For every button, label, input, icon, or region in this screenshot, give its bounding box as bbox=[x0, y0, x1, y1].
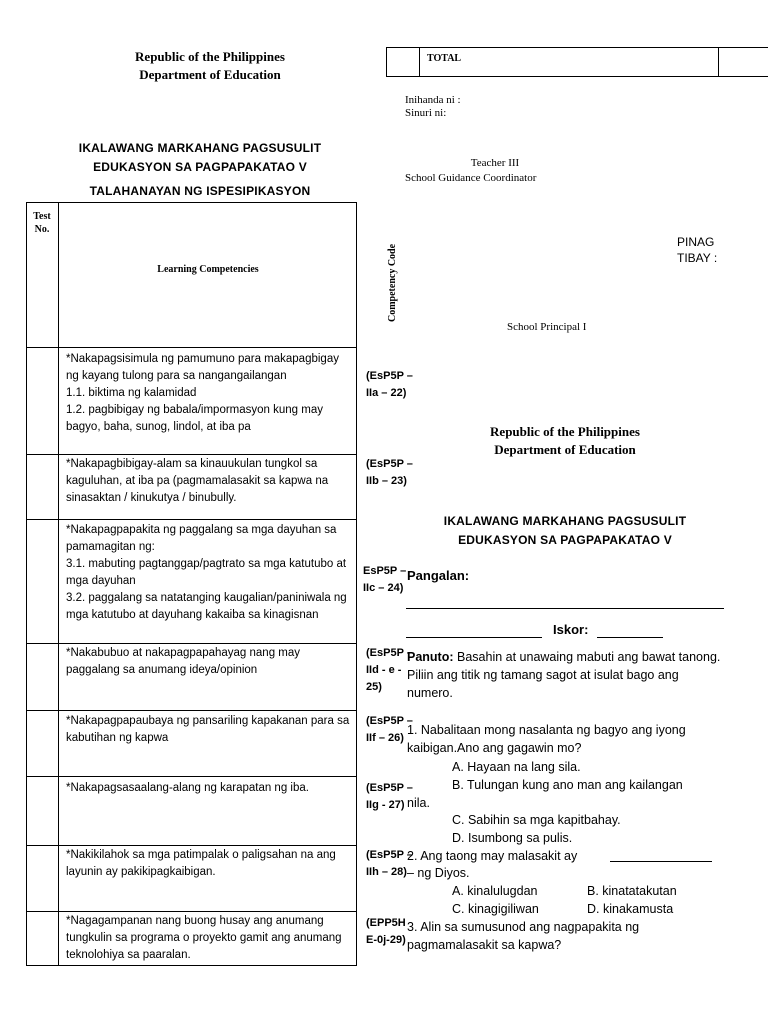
pangalan-label: Pangalan: bbox=[407, 568, 470, 583]
coordinator-title: School Guidance Coordinator bbox=[405, 172, 537, 184]
republic-heading-right bbox=[445, 423, 685, 459]
exam-title-right bbox=[400, 512, 730, 550]
competency-row-8: *Nagagampanan nang buong husay ang anumang tungkulin sa programa o proyekto gamit ang anumang teknolohiya sa paaralan. bbox=[66, 915, 342, 961]
competency-code-8: (EPP5H E-0j-29) bbox=[366, 917, 406, 946]
question-1: 1. Nabalitaan mong nasalanta ng bagyo ang iyong kaibigan.Ano ang gagawin mo? bbox=[407, 723, 686, 755]
q1-choice-b: B. Tulungan kung ano man ang kailangan bbox=[452, 778, 683, 792]
competency-code-5: (EsP5P –IIf – 26) bbox=[366, 715, 413, 744]
col-header-competency-code: Competency Code bbox=[387, 243, 398, 322]
department-line: Department of Education bbox=[139, 67, 281, 82]
pinagtibay-line-1: PINAG bbox=[677, 235, 715, 249]
question-2: 2. Ang taong may malasakit ay bbox=[407, 849, 578, 863]
pinagtibay-line-2: TIBAY : bbox=[677, 251, 718, 265]
q2-choice-b: B. kinatatakutan bbox=[587, 884, 677, 898]
republic-heading-left bbox=[90, 48, 330, 84]
teacher-title: Teacher III bbox=[470, 157, 520, 169]
approved-by bbox=[677, 234, 717, 266]
q1-choice-b-cont: nila. bbox=[407, 796, 430, 810]
total-label: TOTAL bbox=[427, 53, 462, 64]
republic-line-right: Republic of the Philippines bbox=[490, 424, 640, 439]
panuto-text: Basahin at unawaing mabuti ang bawat tanong. Piliin ang titik ng tamang sagot at isulat bago ang numero. bbox=[407, 650, 721, 700]
competency-row-1: *Nakapagsisimula ng pamumuno para makapagbigay ng kayang tulong para sa nangangailangan 1.1. biktima ng kalamidad 1.2. pagbibigay ng babala/impormasyon kung may bagyo, baha, sunog, lindol, at iba pa bbox=[66, 353, 339, 433]
q2-blank[interactable] bbox=[610, 861, 712, 862]
instructions bbox=[407, 648, 727, 702]
sinuri-label: Sinuri ni: bbox=[405, 107, 447, 119]
q1-choice-c: C. Sabihin sa mga kapitbahay. bbox=[452, 813, 621, 827]
col-header-test-no: Test No. bbox=[33, 211, 51, 235]
tos-title: TALAHANAYAN NG ISPESIPIKASYON bbox=[89, 184, 311, 198]
question-3: 3. Alin sa sumusunod ang nagpapakita ng pagmamalasakit sa kapwa? bbox=[407, 920, 640, 952]
competency-row-5: *Nakapagpapaubaya ng pansariling kapakanan para sa kabutihan ng kapwa bbox=[66, 715, 350, 744]
iskor-line[interactable] bbox=[597, 637, 663, 638]
q1-choice-a: A. Hayaan na lang sila. bbox=[452, 760, 581, 774]
competency-code-2: (EsP5P – IIb – 23) bbox=[366, 458, 413, 487]
exam-title-left bbox=[30, 139, 370, 177]
competency-code-4: (EsP5P – IId - e - 25) bbox=[366, 647, 413, 693]
competency-row-3: *Nakapagpapakita ng paggalang sa mga dayuhan sa pamamagitan ng: 3.1. mabuting pagtanggap/pagtrato sa mga katutubo at mga dayuhan 3.2. paggalang sa natatanging kaugalian/paniniwala ng mga katutubo at dayuhang kakaiba sa kinagisnan bbox=[66, 524, 347, 621]
exam-title-right-line-2: EDUKASYON SA PAGPAPAKATAO V bbox=[458, 533, 672, 547]
iskor-label: Iskor: bbox=[553, 622, 589, 637]
competency-row-4: *Nakabubuo at nakapagpapahayag nang may paggalang sa anumang ideya/opinion bbox=[66, 647, 301, 676]
department-line-right: Department of Education bbox=[494, 442, 636, 457]
exam-title-line-2: EDUKASYON SA PAGPAPAKATAO V bbox=[93, 160, 307, 174]
competency-code-3: EsP5P – IIc – 24) bbox=[363, 565, 407, 594]
republic-line: Republic of the Philippines bbox=[135, 49, 285, 64]
exam-title-right-line-1: IKALAWANG MARKAHANG PAGSUSULIT bbox=[443, 514, 687, 528]
question-2-cont: – ng Diyos. bbox=[407, 866, 470, 880]
pangalan-line[interactable] bbox=[406, 608, 724, 609]
competency-row-7: *Nakikilahok sa mga patimpalak o paligsahan na ang layunin ay pakikipagkaibigan. bbox=[66, 849, 336, 878]
competency-code-6: (EsP5P – IIg - 27) bbox=[366, 782, 413, 811]
q2-choice-a: A. kinalulugdan bbox=[452, 884, 538, 898]
q2-choice-d: D. kinakamusta bbox=[587, 902, 674, 916]
exam-title-line-1: IKALAWANG MARKAHANG PAGSUSULIT bbox=[78, 141, 322, 155]
competency-code-7: (EsP5P –IIh – 28) bbox=[366, 849, 413, 878]
q2-choice-c: C. kinagigiliwan bbox=[452, 902, 539, 916]
principal-title: School Principal I bbox=[507, 321, 587, 333]
inihanda-label: Inihanda ni : bbox=[405, 94, 461, 106]
prepared-by bbox=[405, 94, 461, 120]
panuto-label: Panuto: bbox=[407, 650, 454, 664]
competency-row-2: *Nakapagbibigay-alam sa kinauukulan tungkol sa kaguluhan, at iba pa (pagmamalasakit sa kapwa na sinasaktan / kinukutya / binubully. bbox=[66, 458, 329, 504]
competency-row-6: *Nakapagsasaalang-alang ng karapatan ng iba. bbox=[66, 782, 309, 794]
teacher-signature-block bbox=[405, 156, 575, 186]
section-line[interactable] bbox=[406, 637, 542, 638]
competency-code-1: (EsP5P – IIa – 22) bbox=[366, 370, 413, 399]
q1-choice-d: D. Isumbong sa pulis. bbox=[452, 831, 573, 845]
col-header-learning-competencies: Learning Competencies bbox=[157, 264, 259, 275]
